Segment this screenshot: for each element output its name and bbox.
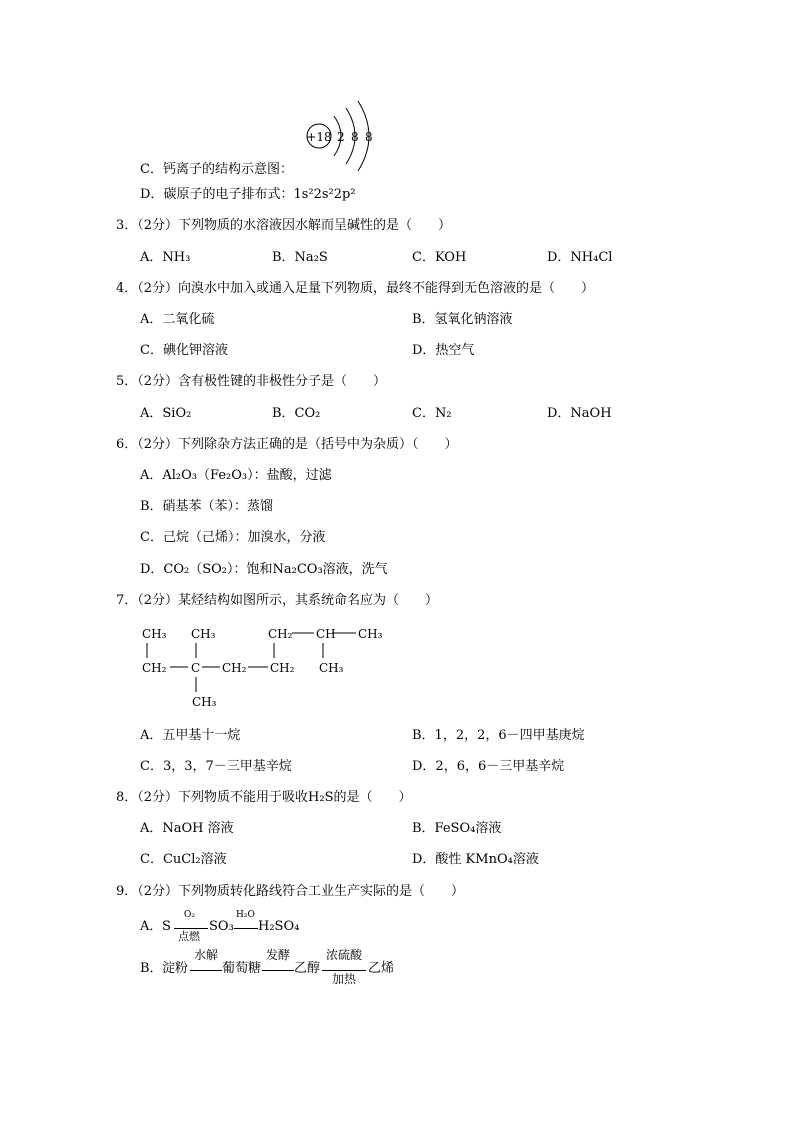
prev-option-d-text: 碳原子的电子排布式： [163,187,294,202]
q3-option-a[interactable]: A．NH₃ [140,250,191,265]
q6-option-a[interactable]: A．Al₂O₃（Fe₂O₃）：盐酸，过滤 [140,468,332,483]
q7-option-d[interactable]: D．2，6，6－三甲基辛烷 [412,759,565,774]
q5-option-a[interactable]: A．SiO₂ [140,406,192,421]
q9b-arrow1-top: 水解 [194,948,219,962]
q9a-so3: SO₃ [209,919,234,934]
q7-option-b[interactable]: B．1，2，2，6－四甲基庚烷 [412,728,585,743]
q7-option-c[interactable]: C．3，3，7－三甲基辛烷 [140,759,292,774]
q9a-arrow1-top: O₂ [184,910,195,920]
q7-ch2-right: CH₂ [270,661,295,675]
q9b-starch: 淀粉 [162,961,189,976]
q7-hydrocarbon-structure [136,620,406,715]
calcium-ion-structure-diagram [300,98,390,178]
q7-ch3-1: CH₃ [142,627,167,641]
prev-option-c [140,161,293,179]
q9b-arrow1 [190,970,222,971]
q9-option-b[interactable] [140,950,430,990]
q9a-h2so4: H₂SO₄ [258,919,300,934]
q3-option-c[interactable]: C．KOH [412,250,467,265]
shell-count-2: 8 [351,130,359,144]
q8-option-d[interactable]: D．酸性 KMnO₄溶液 [412,852,539,867]
q9b-arrow2 [262,970,294,971]
q7-ch3-right: CH₃ [358,627,383,641]
q7-ch3-2: CH₃ [191,627,216,641]
q9b-ethanol: 乙醇 [294,961,321,976]
prev-option-d-letter: D． [140,187,164,202]
q9-option-a[interactable] [140,908,400,948]
q5-option-c[interactable]: C．N₂ [412,406,452,421]
q9a-s: S [162,919,171,934]
q9a-arrow2-top: H₂O [236,910,255,920]
q6-option-d[interactable]: D．CO₂（SO₂）：饱和Na₂CO₃溶液，洗气 [140,562,388,577]
q7-option-a[interactable]: A．五甲基十一烷 [140,728,241,743]
q5-option-d[interactable]: D．NaOH [547,406,612,421]
q7-ch2-left: CH₂ [142,661,167,675]
q3-option-d[interactable]: D．NH₄Cl [547,250,613,265]
shell-count-1: 2 [337,130,345,144]
q4-option-c[interactable]: C．碘化钾溶液 [140,343,228,358]
q9a-arrow2 [234,928,258,929]
q6-stem: 6．（2分）下列除杂方法正确的是（括号中为杂质）（ ） [116,437,458,452]
q4-stem: 4．（2分）向溴水中加入或通入足量下列物质，最终不能得到无色溶液的是（ ） [116,281,595,296]
q4-option-d[interactable]: D．热空气 [412,343,475,358]
q8-option-b[interactable]: B．FeSO₄溶液 [412,821,502,836]
q9-stem: 9．（2分）下列物质转化路线符合工业生产实际的是（ ） [116,884,465,899]
q9a-arrow1-bottom: 点燃 [178,930,200,943]
q9b-ethylene: 乙烯 [368,961,395,976]
q7-ch3-bottom: CH₃ [192,695,217,709]
q7-ch3-under: CH₃ [319,661,344,675]
q4-option-a[interactable]: A．二氧化硫 [140,312,215,327]
prev-option-c-text: 钙离子的结构示意图： [162,162,293,177]
q4-option-b[interactable]: B．氢氧化钠溶液 [412,312,513,327]
q9b-letter: B． [140,961,163,976]
q7-ch-top: CH [316,627,336,641]
prev-option-d-formula: 1s²2s²2p² [293,187,356,202]
q6-option-c[interactable]: C．己烷（己烯）：加溴水，分液 [140,530,326,545]
q3-stem: 3．（2分）下列物质的水溶液因水解而呈碱性的是（ ） [116,218,452,233]
prev-option-d [140,186,356,204]
q5-option-b[interactable]: B．CO₂ [272,406,321,421]
q9b-arrow2-top: 发酵 [266,948,291,962]
q9b-glucose: 葡萄糖 [222,961,262,976]
q5-stem: 5．（2分）含有极性键的非极性分子是（ ） [116,374,387,389]
q3-option-b[interactable]: B．Na₂S [272,250,328,265]
q7-stem: 7．（2分）某烃结构如图所示，其系统命名应为（ ） [116,593,439,608]
q8-option-a[interactable]: A．NaOH 溶液 [140,821,234,836]
q9b-arrow3-top: 浓硫酸 [326,948,363,962]
q7-c-center: C [191,661,201,675]
nucleus-charge: +18 [306,130,332,144]
prev-option-c-letter: C． [140,162,163,177]
q9a-letter: A． [140,919,163,934]
q6-option-b[interactable]: B．硝基苯（苯）：蒸馏 [140,499,274,514]
q8-stem: 8．（2分）下列物质不能用于吸收H₂S的是（ ） [116,790,412,805]
shell-count-3: 8 [365,130,373,144]
q7-ch2-top: CH₂ [268,627,293,641]
q7-ch2-mid: CH₂ [222,661,247,675]
q8-option-c[interactable]: C．CuCl₂溶液 [140,852,227,867]
q9b-arrow3-bottom: 加热 [332,972,357,986]
